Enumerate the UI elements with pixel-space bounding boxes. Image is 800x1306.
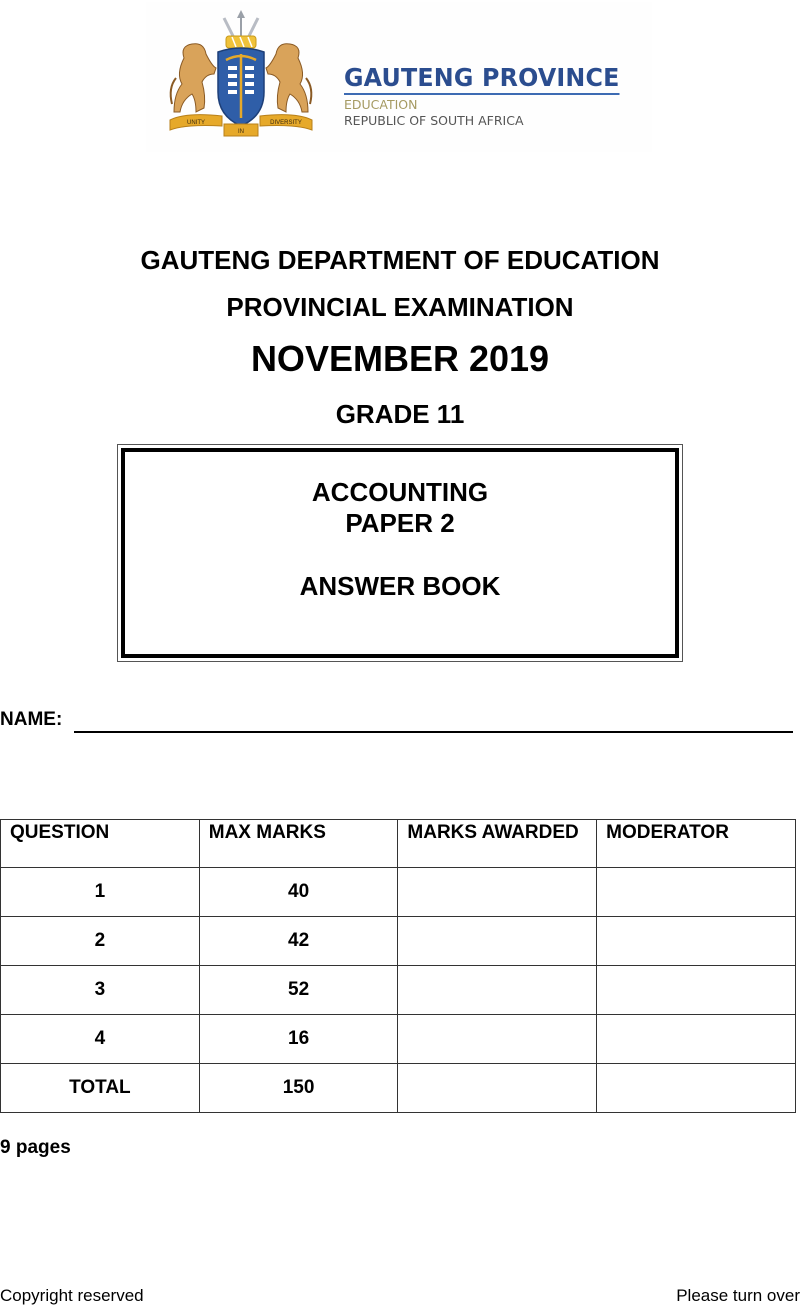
book-type: ANSWER BOOK bbox=[299, 571, 501, 601]
gauteng-logo bbox=[146, 2, 652, 152]
header-max-marks: MAX MARKS bbox=[199, 820, 398, 868]
department-heading: GAUTENG DEPARTMENT OF EDUCATION bbox=[140, 245, 660, 275]
footer-turn-over: Please turn over bbox=[676, 1286, 800, 1305]
cell-moderator[interactable] bbox=[597, 1015, 796, 1064]
name-label: NAME: bbox=[0, 709, 63, 730]
exam-session-heading: NOVEMBER 2019 bbox=[250, 338, 550, 379]
cell-marks-awarded[interactable] bbox=[398, 917, 597, 966]
cell-moderator[interactable] bbox=[597, 917, 796, 966]
coat-of-arms-icon bbox=[166, 8, 316, 140]
cell-moderator[interactable] bbox=[597, 868, 796, 917]
paper-number: PAPER 2 bbox=[345, 508, 455, 538]
cell-max-marks: 16 bbox=[199, 1015, 398, 1064]
table-header-row bbox=[1, 820, 796, 868]
table-row bbox=[1, 1015, 796, 1064]
cell-total-marks-awarded[interactable] bbox=[398, 1064, 597, 1113]
cell-moderator[interactable] bbox=[597, 966, 796, 1015]
subject-title-box bbox=[117, 444, 683, 662]
table-row bbox=[1, 966, 796, 1015]
footer-copyright: Copyright reserved bbox=[0, 1286, 144, 1305]
table-row bbox=[1, 868, 796, 917]
table-row bbox=[1, 917, 796, 966]
cell-total-max-marks: 150 bbox=[199, 1064, 398, 1113]
logo-subtitle-education: EDUCATION bbox=[344, 97, 418, 112]
cell-marks-awarded[interactable] bbox=[398, 966, 597, 1015]
header-marks-awarded: MARKS AWARDED bbox=[398, 820, 597, 868]
exam-type-heading: PROVINCIAL EXAMINATION bbox=[226, 292, 574, 322]
header-question: QUESTION bbox=[1, 820, 200, 868]
cell-max-marks: 52 bbox=[199, 966, 398, 1015]
logo-title: GAUTENG PROVINCE bbox=[344, 64, 620, 95]
name-field-line[interactable] bbox=[74, 731, 793, 733]
cell-marks-awarded[interactable] bbox=[398, 1015, 597, 1064]
cell-question: 1 bbox=[1, 868, 200, 917]
table-total-row bbox=[1, 1064, 796, 1113]
cell-marks-awarded[interactable] bbox=[398, 868, 597, 917]
svg-text:UNITY: UNITY bbox=[187, 120, 205, 126]
grade-heading: GRADE 11 bbox=[335, 399, 465, 429]
svg-text:IN: IN bbox=[238, 129, 244, 135]
marks-table bbox=[0, 819, 796, 1113]
svg-text:DIVERSITY: DIVERSITY bbox=[270, 120, 302, 126]
logo-subtitle-country: REPUBLIC OF SOUTH AFRICA bbox=[344, 113, 524, 128]
cell-question: 3 bbox=[1, 966, 200, 1015]
cell-max-marks: 40 bbox=[199, 868, 398, 917]
cell-question: 2 bbox=[1, 917, 200, 966]
page-count: 9 pages bbox=[0, 1137, 71, 1158]
cell-total-moderator[interactable] bbox=[597, 1064, 796, 1113]
cell-question: 4 bbox=[1, 1015, 200, 1064]
subject-title: ACCOUNTING bbox=[311, 477, 489, 507]
cell-total-label: TOTAL bbox=[1, 1064, 200, 1113]
logo-text-block bbox=[344, 64, 634, 129]
header-moderator: MODERATOR bbox=[597, 820, 796, 868]
cell-max-marks: 42 bbox=[199, 917, 398, 966]
